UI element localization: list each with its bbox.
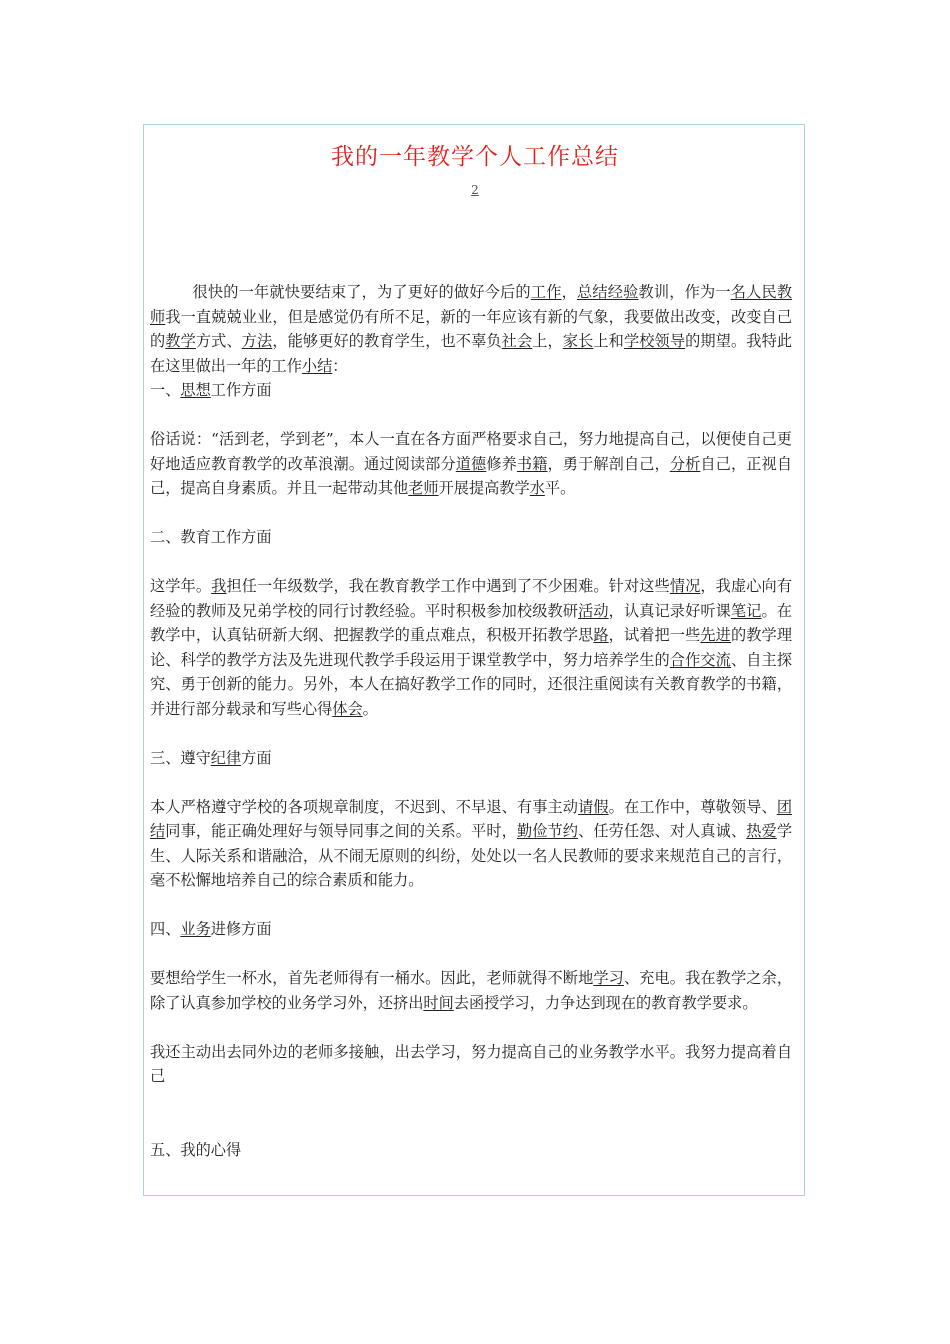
keyword-link[interactable]: 思想 bbox=[180, 381, 211, 399]
keyword-link[interactable]: 纪律 bbox=[210, 748, 242, 767]
paragraph-text: 五、我的心得 bbox=[150, 1140, 242, 1159]
keyword-link[interactable]: 勤俭节约 bbox=[516, 822, 579, 840]
paragraph-text: 我一直兢兢业业，但是感觉仍有所不足，新的一年应该有新的气象，我要做出改变，改变自己的 bbox=[150, 307, 793, 350]
paragraph-text: 平。 bbox=[544, 479, 576, 497]
section-heading-thought bbox=[150, 378, 792, 403]
keyword-link[interactable]: 方法 bbox=[241, 332, 273, 350]
keyword-link[interactable]: 时间 bbox=[423, 993, 454, 1012]
paragraph-text: ，我虚心向有经验的教师及兄弟学校的同行讨教经验。平时积极参加校级教研 bbox=[150, 577, 793, 620]
paragraph-text: 、充电。我在教学之余，除了认真参加学校的业务学习外，还挤出 bbox=[150, 969, 793, 1012]
paragraph-text: 方面 bbox=[241, 748, 272, 767]
paragraph-text: 一、 bbox=[150, 381, 181, 399]
keyword-link[interactable]: 业务 bbox=[180, 920, 211, 938]
paragraph-text: 开展提高教学 bbox=[438, 479, 530, 497]
keyword-link[interactable]: 体会 bbox=[332, 699, 363, 718]
keyword-link[interactable]: 教学 bbox=[165, 332, 196, 350]
paragraph-text: 自己，正视自己，提高自身素质。并且一起带动其他 bbox=[150, 454, 793, 497]
keyword-link[interactable]: 活动 bbox=[578, 601, 609, 620]
section-heading-discipline bbox=[150, 746, 792, 771]
paragraph-text: ，能够更好的教育学生，也不辜负 bbox=[272, 332, 502, 350]
paragraph-text: ，试着把一些 bbox=[608, 626, 701, 644]
keyword-link[interactable]: 路 bbox=[593, 626, 609, 644]
paragraph-text: ， bbox=[561, 283, 577, 301]
keyword-link[interactable]: 名人民教师 bbox=[150, 283, 793, 326]
document-body bbox=[150, 280, 792, 1162]
keyword-link[interactable]: 学习 bbox=[593, 969, 624, 987]
paragraph-text: 三、遵守 bbox=[150, 748, 211, 767]
paragraph-text: 俗话说：“活到老，学到老”，本人一直在各方面严格要求自己，努力地提高自己，以便使自己更好地适应教育教学的改革浪潮。通过阅读部分 bbox=[150, 430, 792, 473]
paragraph-text: 同事，能正确处理好与领导同事之间的关系。平时， bbox=[165, 822, 517, 840]
keyword-link[interactable]: 水 bbox=[529, 479, 545, 497]
paragraph-text: 我还主动出去同外边的老师多接触，出去学习，努力提高自己的业务教学水平。我努力提高着自己 bbox=[150, 1042, 792, 1085]
keyword-link[interactable]: 合作交流 bbox=[669, 650, 731, 669]
section-paragraph-discipline bbox=[150, 795, 792, 893]
page-number[interactable] bbox=[0, 183, 950, 197]
paragraph-text: 。 bbox=[362, 699, 378, 718]
paragraph-text: 二、教育工作方面 bbox=[150, 528, 272, 546]
keyword-link[interactable]: 情况 bbox=[669, 577, 701, 595]
paragraph-text: 。在工作中，尊敬领导、 bbox=[608, 797, 777, 816]
paragraph-text: 。在教学中，认真钻研新大纲、把握教学的重点难点，积极开拓教学思 bbox=[150, 601, 793, 644]
paragraph-text: 担任一年级数学，我在教育教学工作中遇到了不少困难。针对这些 bbox=[226, 577, 670, 595]
section-heading-education bbox=[150, 525, 792, 550]
paragraph-text: 学生、人际关系和谐融洽，从不闹无原则的纠纷，处处以一名人民教师的要求来规范自己的言行，毫不松懈地培养自己的综合素质和能力。 bbox=[150, 822, 793, 889]
document-title: 我的一年教学个人工作总结 bbox=[331, 144, 619, 170]
paragraph-text: 去函授学习，力争达到现在的教育教学要求。 bbox=[453, 993, 758, 1012]
paragraph-text: 的期望。我特此在这里做出一年的工作 bbox=[150, 332, 793, 375]
keyword-link[interactable]: 热爱 bbox=[746, 822, 777, 840]
paragraph-text: 上， bbox=[532, 332, 563, 350]
keyword-link[interactable]: 我 bbox=[211, 577, 227, 595]
paragraph-text: 要想给学生一杯水，首先老师得有一桶水。因此，老师就得不断地 bbox=[150, 969, 594, 987]
section-heading-experience bbox=[150, 1138, 792, 1163]
keyword-link[interactable]: 先进 bbox=[700, 626, 731, 644]
paragraph-text: 上和 bbox=[593, 332, 624, 350]
paragraph-text: 四、 bbox=[150, 920, 181, 938]
paragraph-text: 进修方面 bbox=[210, 920, 272, 938]
section-paragraph-study bbox=[150, 966, 792, 1015]
paragraph-text: ，认真记录好听课 bbox=[608, 601, 731, 620]
paragraph-text: 、任劳任怨、对人真诚、 bbox=[578, 822, 747, 840]
section-paragraph-study-2 bbox=[150, 1040, 792, 1089]
keyword-link[interactable]: 笔记 bbox=[730, 601, 762, 620]
paragraph-text: ： bbox=[332, 356, 348, 375]
paragraph-text: 教训，作为一 bbox=[638, 283, 731, 301]
page-number-link[interactable]: 2 bbox=[471, 183, 479, 197]
paragraph-text: ，勇于解剖自己， bbox=[547, 454, 670, 473]
paragraph-text: 很快的一年就快要结束了，为了更好的做好今后的 bbox=[192, 283, 531, 301]
section-paragraph-thought bbox=[150, 427, 792, 501]
section-heading-study bbox=[150, 917, 792, 942]
keyword-link[interactable]: 家长 bbox=[562, 332, 594, 350]
intro-paragraph bbox=[150, 280, 792, 378]
keyword-link[interactable]: 道德 bbox=[455, 454, 487, 473]
keyword-link[interactable]: 社会 bbox=[501, 332, 533, 350]
keyword-link[interactable]: 总结经验 bbox=[576, 283, 639, 301]
keyword-link[interactable]: 请假 bbox=[578, 797, 609, 816]
keyword-link[interactable]: 书籍 bbox=[516, 454, 548, 473]
keyword-link[interactable]: 学校领导 bbox=[623, 332, 686, 350]
paragraph-text: 这学年。 bbox=[150, 577, 212, 595]
keyword-link[interactable]: 老师 bbox=[408, 479, 439, 497]
keyword-link[interactable]: 团结 bbox=[150, 797, 793, 840]
keyword-link[interactable]: 工作 bbox=[530, 283, 562, 301]
paragraph-text: 、自主探究、勇于创新的能力。另外，本人在搞好教学工作的同时，还很注重阅读有关教育教学的书籍，并进行部分载录和写些心得 bbox=[150, 650, 793, 718]
paragraph-text: 修养 bbox=[486, 454, 517, 473]
paragraph-text: 工作方面 bbox=[210, 381, 272, 399]
section-paragraph-education bbox=[150, 574, 792, 721]
paragraph-text: 方式、 bbox=[195, 332, 242, 350]
paragraph-text: 的教学理论、科学的教学方法及先进现代教学手段运用于课堂教学中，努力培养学生的 bbox=[150, 626, 793, 669]
keyword-link[interactable]: 分析 bbox=[669, 454, 701, 473]
keyword-link[interactable]: 小结 bbox=[301, 356, 333, 375]
paragraph-text: 本人严格遵守学校的各项规章制度，不迟到、不早退、有事主动 bbox=[150, 797, 579, 816]
